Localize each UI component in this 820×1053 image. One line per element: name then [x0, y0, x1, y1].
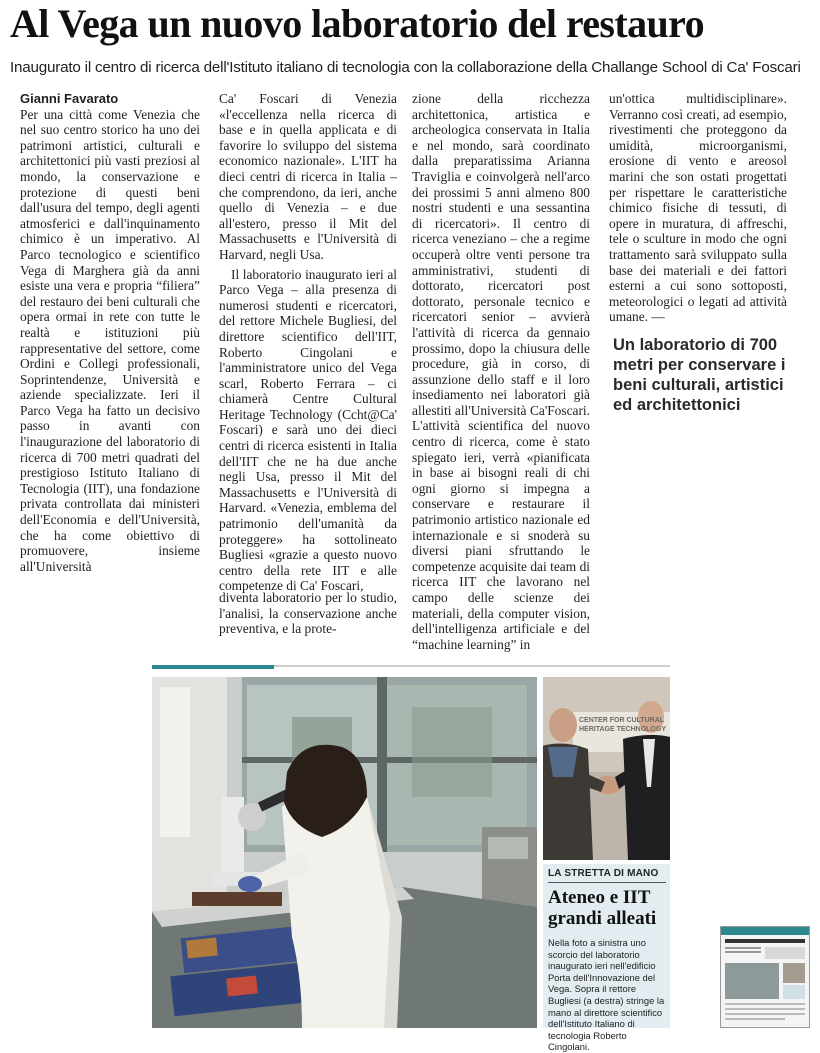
subheadline: Inaugurato il centro di ricerca dell'Istituto italiano di tecnologia con la collaborazione della Challange School di Ca' Foscari — [10, 59, 801, 76]
article-paragraph: zione della ricchezza architettonica, artistica e archeologica conservata in Italia e nel mondo, sarà coordinato dalla preparatissima Arianna Traviglia e coinvolgerà nell'arco dei prossimi 5 anni almeno 800 nostri studenti e una sessantina di ricercatori». Il centro di ricerca veneziano – che a regime occuperà oltre venti persone tra amministrativi, studenti di dottorato, ricercatori post dottorato, personale tecnico e ricercatori senior – avvierà l'attività di ricerca da gennaio prossimo, dopo la chiusura delle procedure, già in corso, di assunzione dello staff e il loro insediamento nei laboratori già allestiti all'Università Ca'Foscari. L'attività scientifica del nuovo centro di ricerca, come è stato spiegato ieri, verrà «pianificata in base ai bisogni reali di chi ogni giorno si impegna a conservare e restaurare il patrimonio artistico nazionale ed internazionale e si snoderà su diversi piani sfruttando le competenze acquisite dai team di ricerca IIT che lavorano nel campo delle scienze dei materiali, della computer vision, dell'intelligenza artificiale e del “machine learning” in — [412, 91, 590, 652]
handshake-photo-illustration — [543, 677, 670, 860]
caption-title: Ateneo e IIT grandi alleati — [548, 887, 657, 929]
article-column-1 — [20, 91, 200, 574]
caption-text: Nella foto a sinistra uno scorcio del laboratorio inaugurato ieri nell'edificio Porta dell'Innovazione del Vega. Sopra il rettore Bugliesi (a destra) stringe la mano al direttore scientifico dell'Istituto Italiano di tecnologia Roberto Cingolani. — [548, 937, 665, 1053]
caption-kicker: LA STRETTA DI MANO — [548, 868, 659, 879]
article-paragraph: Ca' Foscari di Venezia «l'eccellenza nella ricerca di base e in quella applicata e di favorire lo sviluppo del sistema economico nazionale». L'IIT ha dieci centri di ricerca in Italia – che comprendono, da ieri, anche quello di Venezia – e due all'estero, presso il Mit del Massachusetts e l'Università di Harvard, negli Usa. — [219, 91, 397, 262]
article-paragraph: Il laboratorio inaugurato ieri al Parco Vega – alla presenza di numerosi studenti e ricercatori, del rettore Michele Bugliesi, del direttore scientifico dell'IIT, Roberto Cingolani e l'amministratore unico del Vega scarl, Roberto Ferrara – ci chiamerà Centre Cultural Heritage Technology (Ccht@Ca' Foscari) e sarà uno dei dieci centri di ricerca esistenti in Italia dell'IIT che ne ha due anche negli Usa, presso il Mit del Massachusetts e l'Università di Harvard. «Venezia, emblema del patrimonio dell'umanità da proteggere» ha sottolineato Bugliesi «grazie a questo nuovo centro della rete IIT e alle competenze di Ca' Foscari, — [219, 266, 397, 594]
photo-banner-text: CENTER FOR CULTURAL HERITAGE TECHNOLOGY — [579, 717, 666, 733]
article-paragraph: diventa laboratorio per lo studio, l'analisi, la conservazione anche preventiva, e la prote- — [219, 590, 397, 637]
lab-photo — [152, 677, 537, 1028]
page-thumbnail[interactable] — [720, 926, 810, 1028]
headline: Al Vega un nuovo laboratorio del restauro — [10, 1, 704, 46]
article-column-2-continued — [219, 590, 397, 637]
handshake-photo — [543, 677, 670, 860]
page-thumbnail-preview — [721, 927, 809, 1027]
article-paragraph: Per una città come Venezia che nel suo centro storico ha uno dei patrimoni artistici, culturali e architettonici più vasti preziosi al mondo, la conservazione e protezione di questi beni dall'usura del tempo, degli agenti atmosferici e dall'inquinamento chimico è un imperativo. Al Parco tecnologico e scientifico Vega di Marghera già da anni esiste una vera e propria “filiera” del restauro dei beni culturali che opera ormai in rete con tutte le realtà e istituzioni più rappresentative del settore, come Ordini e Collegi professionali, Soprintendenze, Università e aziende specializzate. Ieri il Parco Vega ha fatto un decisivo passo in avanti con l'inaugurazione del laboratorio di ricerca di 700 metri quadrati del prestigioso Istituto Italiano di Tecnologia (IIT), una fondazione privata controllata dai ministeri dell'Economia e dell'Università, che ha come obiettivo di promuovere, insieme all'Università — [20, 106, 200, 574]
lab-photo-illustration — [152, 677, 537, 1028]
article-paragraph: un'ottica multidisciplinare». Verranno così creati, ad esempio, rivestimenti che proteggono da umidità, microorganismi, erosione di vento e areosol marini che son ostati progettati per rispettare le caratteristiche chimico fisiche di tessuti, di opere in muratura, di affreschi, tele o sculture in modo che ogni trattamento sarà sviluppato sulla base dei materiali e dei fattori esterni a cui sono sottoposti, meteorologici o legati ad attività umane. — — [609, 91, 787, 325]
article-column-2 — [219, 91, 397, 594]
section-divider-accent — [152, 665, 274, 669]
byline: Gianni Favarato — [20, 91, 119, 106]
pull-quote: Un laboratorio di 700 metri per conservare i beni culturali, artistici ed architettonici — [613, 336, 786, 414]
caption-rule — [548, 882, 666, 883]
article-column-3 — [412, 91, 590, 652]
article-column-4 — [609, 91, 787, 325]
